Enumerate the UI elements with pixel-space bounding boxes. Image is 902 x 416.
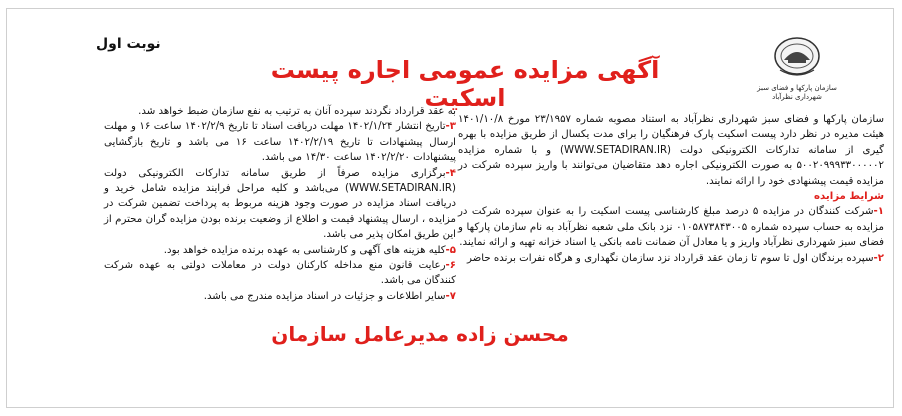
condition-7-number: ۷- [445, 290, 456, 302]
condition-2-text: سپرده برندگان اول تا سوم تا زمان عقد قرارداد نزد سازمان نگهداری و هرگاه نفرات برنده حاضر [467, 252, 874, 264]
condition-3-number: ۳- [445, 121, 456, 133]
condition-2-continued: به عقد قرارداد نگردند سپرده آنان به ترتیب به نفع سازمان ضبط خواهد شد. [138, 106, 456, 117]
condition-7 [104, 289, 456, 304]
signature: محسن زاده مدیرعامل سازمان [271, 322, 569, 346]
condition-2-number: ۲- [873, 252, 884, 264]
condition-2 [458, 251, 884, 266]
condition-3 [104, 119, 456, 165]
conditions-heading: شرایط مزایده [814, 191, 884, 203]
left-column [104, 104, 456, 304]
condition-1-text: شرکت کنندگان در مزایده ۵ درصد مبلغ کارشناسی پیست اسکیت را به عنوان سپرده شرکت در مزایده به حساب سپرده شماره ۰۱۰۵۸۷۳۸۴۳۰۰۵ نزد بانک ملی شعبه نظرآباد به نام سازمان پارکها و فضای سبز شهرداری نظرآباد واریز و یا معادل آن ضمانت نامه بانکی یا اسناد خزانه تهیه و ارائه نمایند. [458, 206, 884, 249]
right-column [458, 112, 884, 266]
notice-title: آگهی مزایده عمومی اجاره پیست اسکیت [270, 56, 660, 112]
condition-7-text: سایر اطلاعات و جزئیات در اسناد مزایده مندرج می باشد. [203, 290, 446, 302]
condition-4-text: برگزاری مزایده صرفاً از طریق سامانه تدارکات الکترونیکی دولت (WWW.SETADIRAN.IR) می‌باشد و کلیه مراحل فرایند مزایده شامل خرید و دریافت اسناد مزایده در صورت وجود هزینه مربوط به پرداخت تضمین شرکت در مزایده ، ارسال پیشنهاد قیمت و اطلاع از وضعیت برنده بودن مزایده گران محترم از این طریق امکان پذیر می باشد. [104, 167, 456, 241]
condition-6-number: ۶- [445, 260, 456, 272]
condition-6-text: رعایت قانون منع مداخله کارکنان دولت در معاملات دولتی به عهده شرکت کنندگان می باشد. [104, 260, 456, 287]
condition-5-number: ۵- [445, 244, 456, 256]
condition-1 [458, 204, 884, 250]
condition-3-text: تاریخ انتشار ۱۴۰۲/۱/۲۴ مهلت دریافت اسناد تا تاریخ ۱۴۰۲/۲/۹ ساعت ۱۶ و مهلت ارسال پیشنهادات تا تاریخ ۱۴۰۲/۲/۱۹ ساعت ۱۶ می باشد و تاریخ بازگشایی پیشنهادات ۱۴۰۲/۲/۲۰ ساعت ۱۴/۳۰ می باشد. [104, 121, 456, 164]
condition-6 [104, 258, 456, 289]
condition-4-number: ۴- [445, 167, 456, 179]
round-label: نوبت اول [96, 36, 161, 52]
intro-paragraph: سازمان پارکها و فضای سبز شهرداری نظرآباد به استناد مصوبه شماره ۲۳/۱۹۵۷ مورخ ۱۴۰۱/۱۰/۸ هیئت مدیره در نظر دارد پیست اسکیت پارک فرهنگیان را برای مدت یکسال از طریق مزایده با بهره گیری از سامانه تدارکات الکترونیکی دولت (WWW.SETADIRAN.IR) و با شماره مزایده ۵۰۰۲۰۹۹۹۳۳۰۰۰۰۰۲ به صورت الکترونیکی اجاره دهد متقاضیان می‌توانند با واریز سپرده شرکت در مزایده قیمت پیشنهادی خود را ارائه نمایند. [458, 114, 884, 187]
logo-caption: سازمان پارکها و فضای سبز شهرداری نظرآباد [757, 84, 837, 101]
condition-5-text: کلیه هزینه های آگهی و کارشناسی به عهده برنده مزایده خواهد بود. [163, 244, 446, 256]
condition-5 [104, 243, 456, 258]
condition-1-number: ۱- [873, 206, 884, 218]
condition-4 [104, 166, 456, 243]
